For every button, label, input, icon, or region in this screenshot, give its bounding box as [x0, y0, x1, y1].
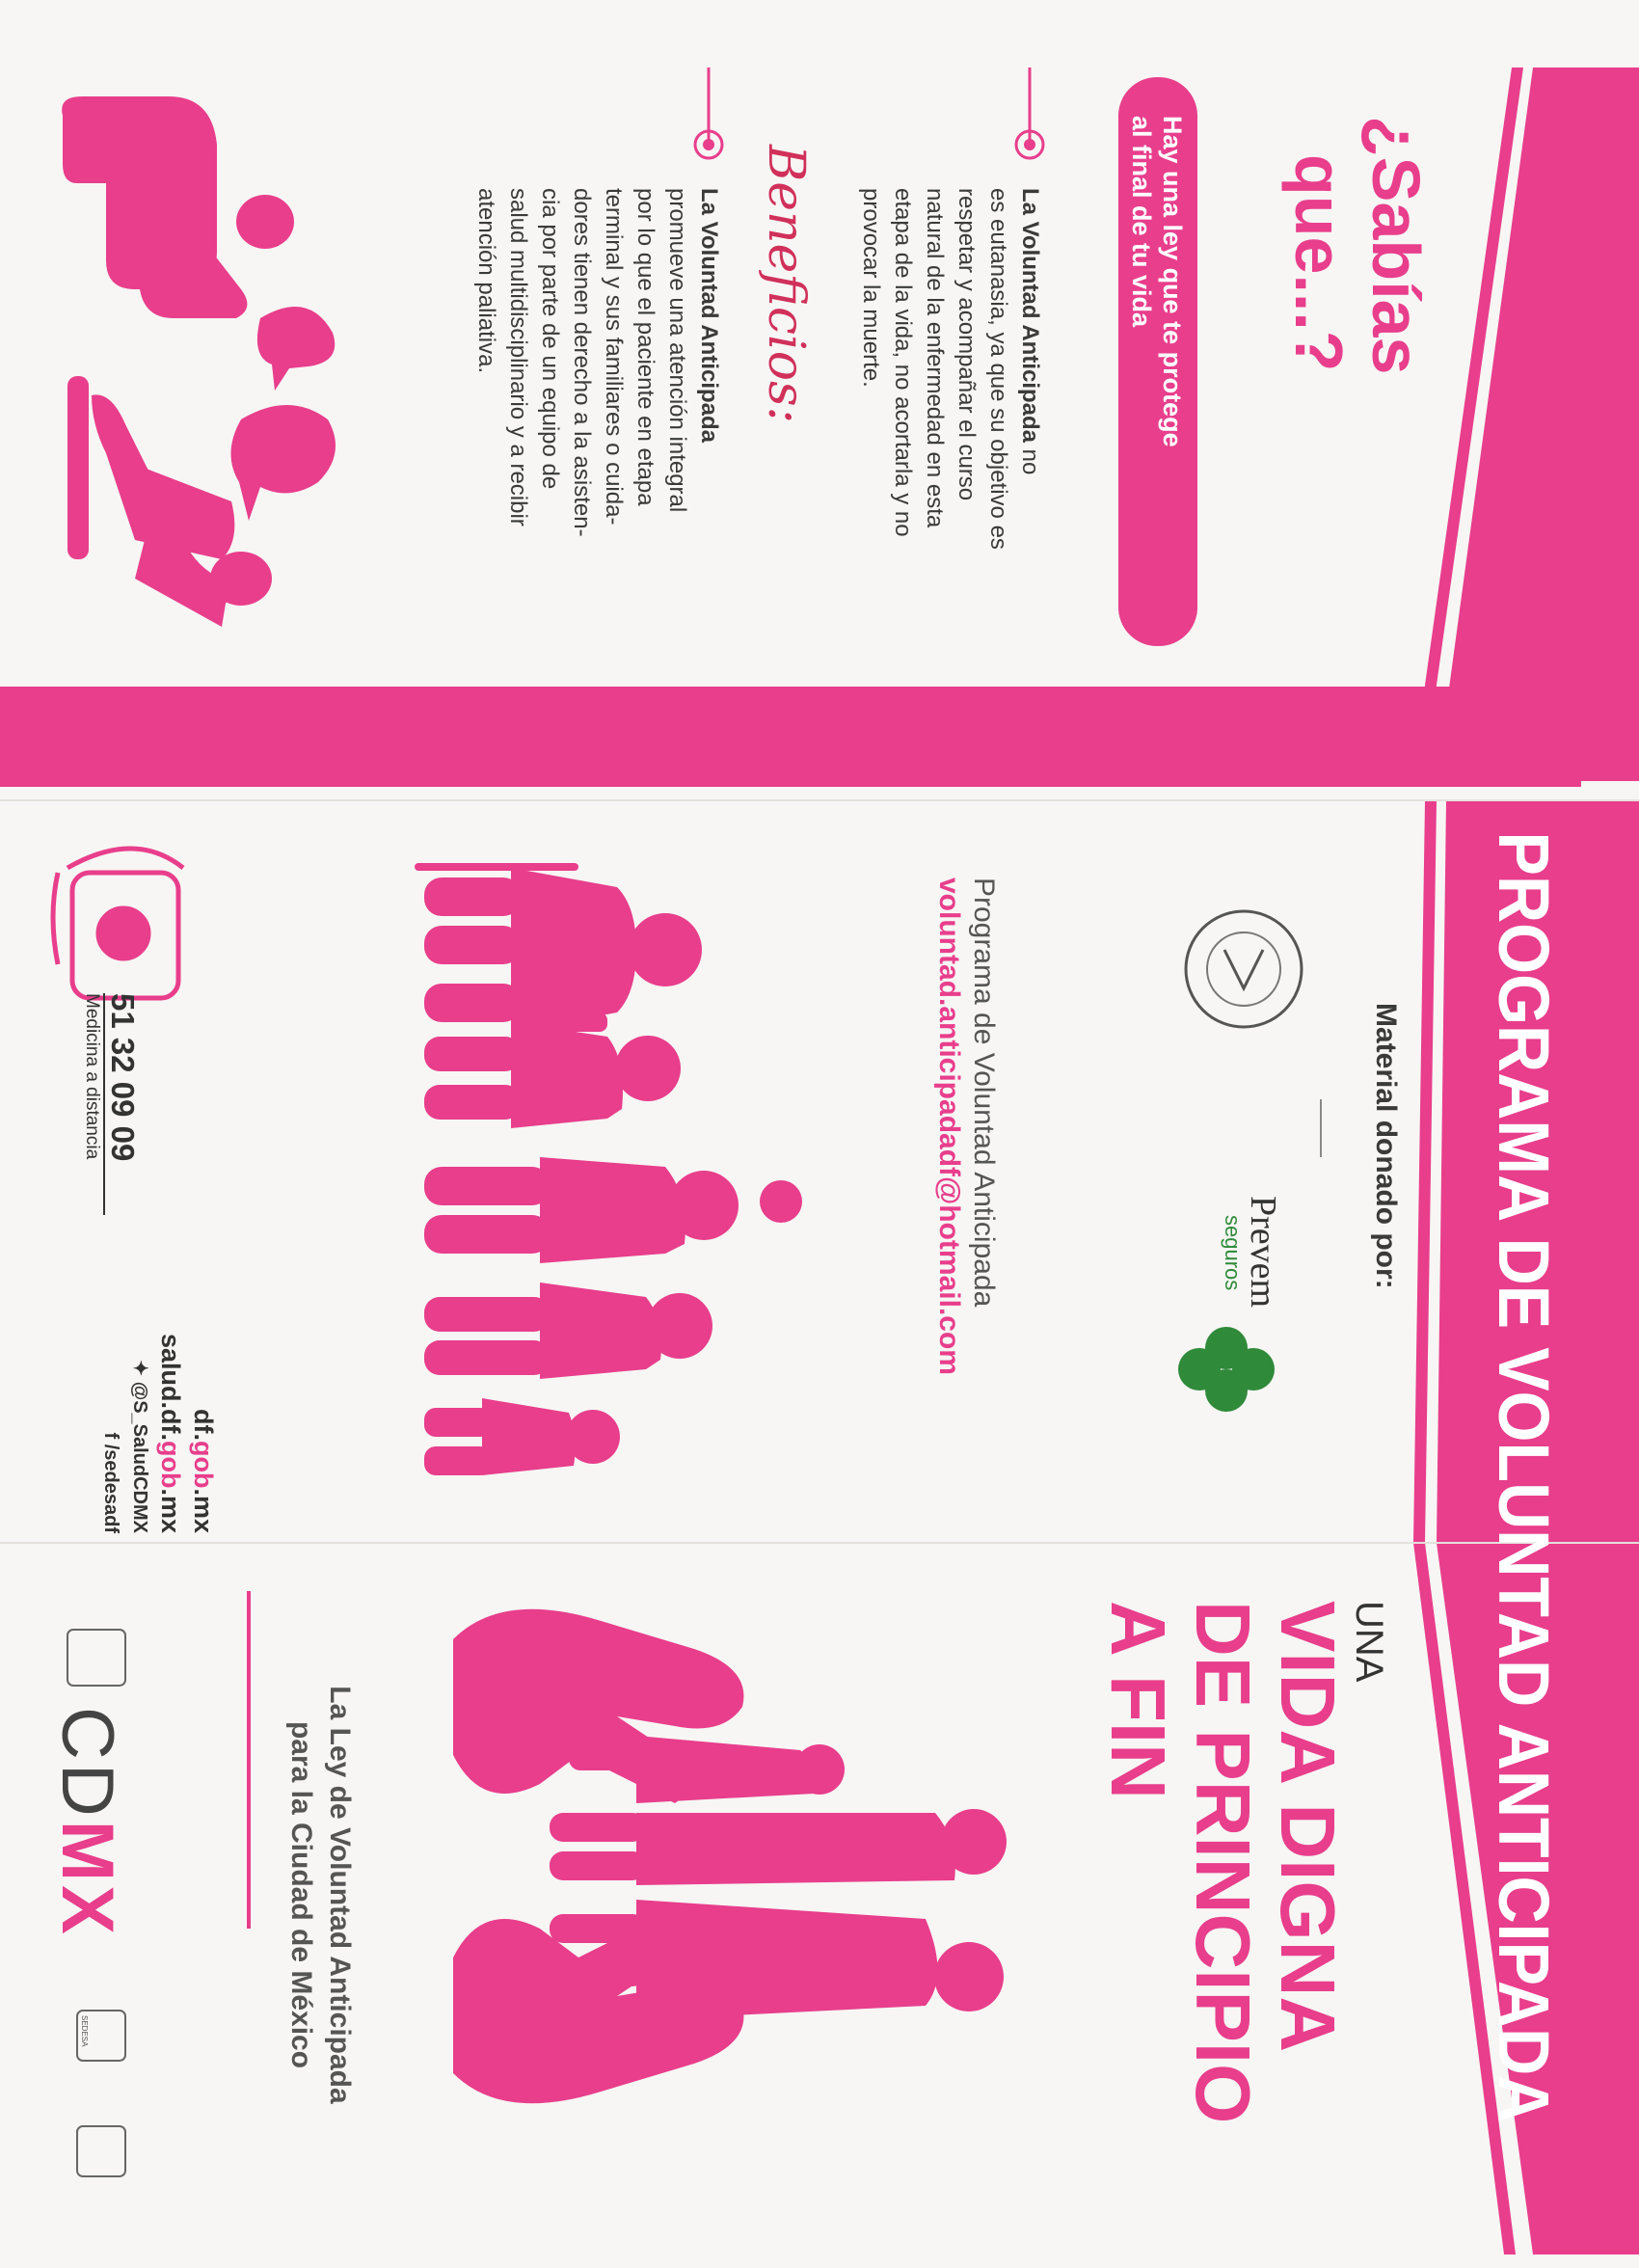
- hotline: [80, 993, 140, 1215]
- web-site1[interactable]: [187, 1282, 220, 1533]
- web-site2-a: salud.df.: [156, 1333, 185, 1441]
- contact-block: [931, 878, 1001, 1475]
- hotline-label: Medicina a distancia: [82, 993, 102, 1160]
- web-site2-b: gob: [156, 1440, 185, 1489]
- facebook-handle[interactable]: [96, 1282, 125, 1533]
- salud-logo: [77, 2126, 125, 2176]
- bullet2-line6: atención paliativa.: [473, 188, 499, 374]
- bullet1-bold: La Voluntad Anticipada: [1017, 188, 1043, 444]
- bullet2-line1: por lo que el paciente en etapa: [632, 188, 658, 506]
- bullet1-line4: etapa de la vida, no acortarla y no: [890, 188, 916, 537]
- bullet2-line0: promueve una atención integral: [664, 188, 690, 513]
- sabias-title-line1: ¿Sabías: [1358, 116, 1434, 375]
- middle-stripe: [1413, 800, 1437, 1543]
- web-site1-c: .mx: [189, 1488, 218, 1533]
- sabias-title-line2: que...?: [1281, 154, 1357, 372]
- hands-family-illustration: [453, 1609, 1007, 2104]
- twitter-icon: ✦: [129, 1360, 150, 1382]
- web-site1-b: gob: [189, 1440, 218, 1489]
- bullet2-line5: salud multidisciplinario y a recibir: [505, 188, 531, 526]
- web-links: [96, 1282, 220, 1533]
- bullet1-line2: respetar y acompañar el curso: [954, 188, 980, 501]
- bullet1-line3: natural de la enfermedad en esta: [922, 188, 948, 528]
- family-illustration: [415, 863, 802, 1475]
- prevem-logo: [1221, 1196, 1282, 1389]
- cdmx-logo: [46, 1707, 128, 1996]
- handwritten-note: [757, 145, 815, 492]
- cover-line1: VIDA DIGNA: [1265, 1601, 1351, 2053]
- bullet1-text: [855, 188, 1046, 728]
- cdmx-cd: CD: [46, 1707, 128, 1821]
- bullet2-line4: cia por parte de un equipo de: [537, 188, 563, 490]
- cdmx-mx: MX: [46, 1820, 128, 1938]
- sedesa-label: [79, 2015, 89, 2064]
- telephone-icon: [53, 849, 183, 998]
- program-banner-bg: [0, 687, 1581, 787]
- prevem-text: Prevem: [1243, 1196, 1283, 1309]
- bullet1-line1: es eutanasia, ya que su objetivo es: [985, 188, 1011, 550]
- seguros-text: seguros: [1221, 1215, 1245, 1291]
- bullet2-heading: La Voluntad Anticipada: [696, 188, 722, 444]
- secretaria-seal: [1186, 911, 1302, 1027]
- hotline-number[interactable]: 51 32 09 09: [103, 993, 140, 1215]
- cover-line3: A FIN: [1095, 1601, 1181, 1799]
- cover-law: [282, 1644, 359, 2146]
- contact-program: Programa de Voluntad Anticipada: [968, 878, 1000, 1308]
- donated-label: [1368, 1003, 1403, 1389]
- sabias-title: [1280, 116, 1435, 598]
- sedesa-text: SEDESA: [80, 2015, 89, 2047]
- twitter-text: @S_SaludCDMX: [129, 1381, 150, 1533]
- cover-una: UNA: [1348, 1601, 1390, 1683]
- program-banner: [1473, 687, 1573, 2268]
- bullet1-line0-rest: no: [1017, 443, 1043, 475]
- contact-email[interactable]: voluntad.anticipadadf@hotmail.com: [933, 878, 965, 1375]
- facebook-icon: f: [100, 1432, 121, 1444]
- web-site2[interactable]: [154, 1282, 187, 1533]
- cover-title: [1095, 1601, 1388, 2237]
- cover-law-line1: La Ley de Voluntad Anticipada: [324, 1686, 356, 2104]
- pill-line2: al final de tu vida: [1127, 116, 1156, 328]
- bullet1-line5: provocar la muerte.: [858, 188, 884, 388]
- donated-label-text: Material donado por:: [1370, 1003, 1402, 1289]
- cover-line2: DE PRINCIPIO: [1180, 1601, 1266, 2124]
- handwritten-note-text: Beneficios:: [757, 145, 815, 424]
- gov-shield-logo: [67, 1630, 125, 1686]
- program-banner-text: PROGRAMA DE VOLUNTAD ANTICIPADA: [1484, 831, 1564, 2123]
- sabias-pill: [1126, 116, 1188, 636]
- pill-line1: Hay una ley que te protege: [1158, 116, 1187, 447]
- twitter-handle[interactable]: [125, 1282, 154, 1533]
- caregiver-illustration: [62, 96, 336, 627]
- web-site2-c: .mx: [156, 1488, 185, 1533]
- web-site1-a: df.: [189, 1408, 218, 1441]
- cover-law-line2: para la Ciudad de México: [285, 1720, 317, 2069]
- bullet2-line2: terminal y sus familiares o cuida-: [601, 188, 627, 526]
- bullet2-text: [470, 188, 725, 728]
- bullet2-line3: dores tienen derecho a la asisten-: [569, 188, 595, 537]
- facebook-text: /sedesadf: [100, 1444, 121, 1533]
